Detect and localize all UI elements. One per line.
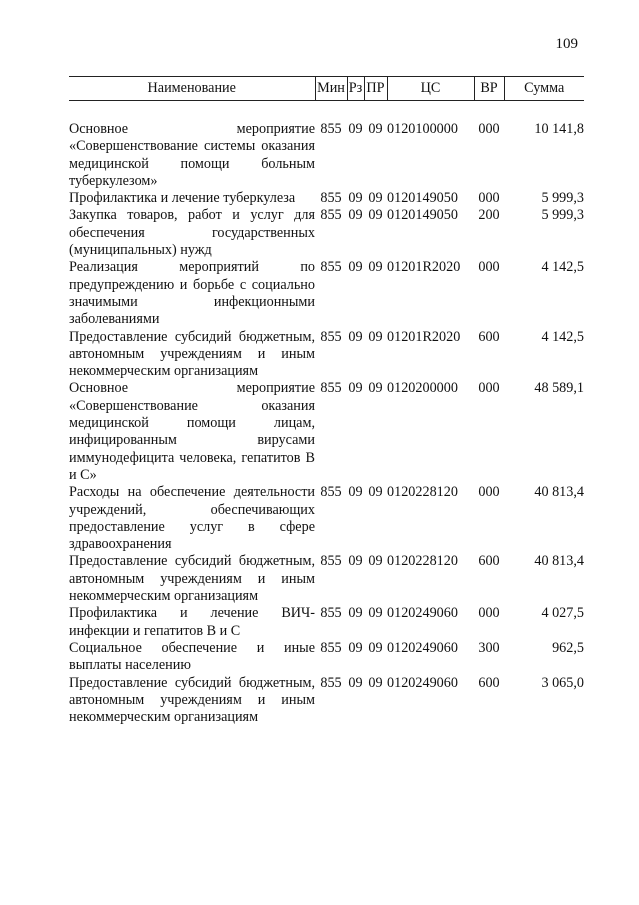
cell-vr: 600 bbox=[478, 674, 500, 691]
cell-min: 855 bbox=[320, 639, 342, 656]
cell-vr: 000 bbox=[478, 380, 500, 397]
budget-table bbox=[69, 76, 584, 726]
table-row bbox=[69, 380, 584, 484]
cell-rz: 09 bbox=[348, 207, 363, 224]
cell-vr: 300 bbox=[478, 639, 500, 656]
cell-name: Предоставление субсидий бюджетным, автономным учреждениям и иным некоммерческим организациям bbox=[69, 553, 315, 605]
table-header-row bbox=[69, 77, 584, 101]
cell-cs: 0120249060 bbox=[387, 605, 458, 622]
cell-pr: 09 bbox=[368, 328, 383, 345]
cell-pr: 09 bbox=[368, 259, 383, 276]
cell-rz: 09 bbox=[348, 328, 363, 345]
cell-min: 855 bbox=[320, 605, 342, 622]
header-sum: Сумма bbox=[504, 77, 584, 101]
cell-name: Реализация мероприятий по предупреждению и борьбе с социально значимыми инфекционными заболеваниями bbox=[69, 259, 315, 328]
table-row bbox=[69, 121, 584, 190]
table-row bbox=[69, 259, 584, 328]
cell-sum: 5 999,3 bbox=[541, 207, 584, 224]
cell-name: Профилактика и лечение ВИЧ-инфекции и гепатитов В и С bbox=[69, 605, 315, 639]
cell-rz: 09 bbox=[348, 190, 363, 207]
spacer-row bbox=[69, 101, 584, 122]
cell-cs: 01201R2020 bbox=[387, 328, 461, 345]
cell-pr: 09 bbox=[368, 121, 383, 137]
header-pr: ПР bbox=[364, 77, 387, 101]
cell-min: 855 bbox=[320, 380, 342, 397]
cell-pr: 09 bbox=[368, 674, 383, 691]
cell-pr: 09 bbox=[368, 380, 383, 397]
cell-sum: 5 999,3 bbox=[541, 190, 584, 207]
cell-sum: 40 813,4 bbox=[534, 553, 584, 570]
table-row bbox=[69, 190, 584, 207]
header-name: Наименование bbox=[69, 77, 315, 101]
table-row bbox=[69, 675, 584, 727]
cell-rz: 09 bbox=[348, 674, 363, 691]
cell-name: Социальное обеспечение и иные выплаты населению bbox=[69, 639, 315, 674]
cell-rz: 09 bbox=[348, 121, 363, 137]
cell-cs: 0120100000 bbox=[387, 121, 458, 137]
cell-cs: 0120249060 bbox=[387, 639, 458, 656]
cell-vr: 200 bbox=[478, 207, 500, 224]
table-row bbox=[69, 553, 584, 605]
cell-cs: 01201R2020 bbox=[387, 259, 461, 276]
cell-min: 855 bbox=[320, 484, 342, 501]
cell-cs: 0120228120 bbox=[387, 553, 458, 570]
cell-min: 855 bbox=[320, 190, 342, 207]
cell-name: Основное мероприятие «Совершенствование оказания медицинской помощи лицам, инфицированным вирусами иммунодефицита человека, гепатитов В и С» bbox=[69, 380, 315, 483]
cell-cs: 0120249060 bbox=[387, 674, 458, 691]
table-row bbox=[69, 329, 584, 381]
cell-cs: 0120149050 bbox=[387, 190, 458, 207]
cell-sum: 962,5 bbox=[552, 639, 584, 656]
cell-vr: 000 bbox=[478, 190, 500, 207]
table-row bbox=[69, 605, 584, 640]
cell-pr: 09 bbox=[368, 639, 383, 656]
header-vr: ВР bbox=[474, 77, 504, 101]
cell-min: 855 bbox=[320, 207, 342, 224]
table-row bbox=[69, 640, 584, 675]
cell-cs: 0120228120 bbox=[387, 484, 458, 501]
cell-min: 855 bbox=[320, 328, 342, 345]
cell-name: Расходы на обеспечение деятельности учреждений, обеспечивающих предоставление услуг в сфере здравоохранения bbox=[69, 484, 315, 553]
header-cs: ЦС bbox=[387, 77, 474, 101]
cell-min: 855 bbox=[320, 674, 342, 691]
cell-vr: 000 bbox=[478, 484, 500, 501]
cell-cs: 0120149050 bbox=[387, 207, 458, 224]
cell-rz: 09 bbox=[348, 605, 363, 622]
cell-pr: 09 bbox=[368, 553, 383, 570]
cell-vr: 000 bbox=[478, 259, 500, 276]
cell-rz: 09 bbox=[348, 484, 363, 501]
cell-sum: 4 142,5 bbox=[541, 328, 584, 345]
cell-rz: 09 bbox=[348, 259, 363, 276]
cell-rz: 09 bbox=[348, 380, 363, 397]
cell-pr: 09 bbox=[368, 605, 383, 622]
header-min: Мин bbox=[315, 77, 347, 101]
cell-sum: 40 813,4 bbox=[534, 484, 584, 501]
cell-sum: 3 065,0 bbox=[541, 674, 584, 691]
cell-min: 855 bbox=[320, 553, 342, 570]
cell-pr: 09 bbox=[368, 190, 383, 207]
page-number: 109 bbox=[555, 36, 578, 52]
table-row bbox=[69, 484, 584, 553]
header-rz: Рз bbox=[347, 77, 364, 101]
cell-sum: 10 141,8 bbox=[534, 121, 584, 137]
cell-pr: 09 bbox=[368, 484, 383, 501]
cell-rz: 09 bbox=[348, 639, 363, 656]
cell-name: Закупка товаров, работ и услуг для обеспечения государственных (муниципальных) нужд bbox=[69, 207, 315, 259]
cell-sum: 4 027,5 bbox=[541, 605, 584, 622]
cell-name: Основное мероприятие «Совершенствование системы оказания медицинской помощи больным туберкулезом» bbox=[69, 121, 315, 189]
cell-vr: 000 bbox=[478, 121, 500, 137]
cell-min: 855 bbox=[320, 121, 342, 137]
cell-rz: 09 bbox=[348, 553, 363, 570]
cell-min: 855 bbox=[320, 259, 342, 276]
cell-name: Профилактика и лечение туберкулеза bbox=[69, 190, 296, 207]
cell-vr: 000 bbox=[478, 605, 500, 622]
cell-vr: 600 bbox=[478, 553, 500, 570]
cell-sum: 4 142,5 bbox=[541, 259, 584, 276]
table-row bbox=[69, 207, 584, 259]
cell-pr: 09 bbox=[368, 207, 383, 224]
cell-vr: 600 bbox=[478, 328, 500, 345]
cell-sum: 48 589,1 bbox=[534, 380, 584, 397]
cell-cs: 0120200000 bbox=[387, 380, 458, 397]
cell-name: Предоставление субсидий бюджетным, автономным учреждениям и иным некоммерческим организациям bbox=[69, 674, 315, 726]
cell-name: Предоставление субсидий бюджетным, автономным учреждениям и иным некоммерческим организациям bbox=[69, 328, 315, 380]
